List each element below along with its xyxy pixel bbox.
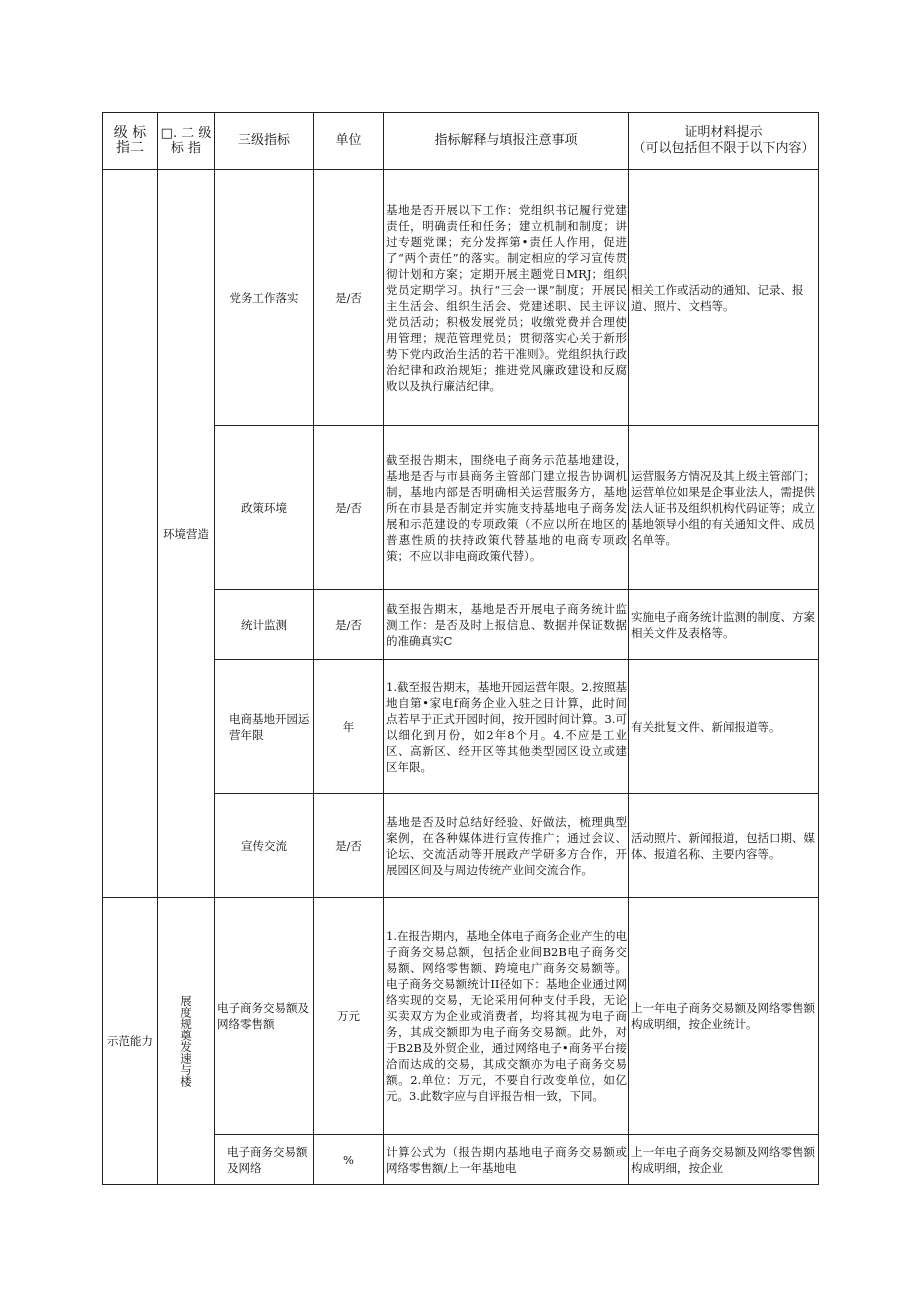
indicator-proof: 实施电子商务统计监测的制度、方案相关文件及表格等。	[629, 590, 819, 660]
group-scale-label: 展度规奠发速与楼	[179, 995, 193, 1087]
indicator-explain: 截至报告期末，基地是否开展电子商务统计监测工作：是否及时上报信息、数据并保证数据的准确真实C	[384, 590, 629, 660]
indicator-unit: %	[314, 1135, 384, 1185]
indicator-explain: 计算公式为（报告期内基地电子商务交易额或网络零售额/上一年基地电	[384, 1135, 629, 1185]
group-demo: 示范能力	[103, 898, 158, 1185]
indicator-name: 统计监测	[215, 590, 314, 660]
indicator-name: 政策环境	[215, 426, 314, 590]
indicator-proof: 有关批复文件、新闻报道等。	[629, 660, 819, 794]
header-level1: 级 标 指二	[103, 113, 158, 170]
indicator-unit: 是/否	[314, 794, 384, 898]
header-row	[103, 113, 819, 170]
header-proof: 证明材料提示 （可以包括但不限于以下内容）	[629, 113, 819, 170]
table-row	[103, 170, 819, 426]
header-unit: 单位	[314, 113, 384, 170]
indicator-explain: 截至报告期末，围绕电子商务示范基地建设，基地是否与市县商务主管部门建立报告协调机制，基地内部是否明确相关运营服务方，基地所在市县是否制定并实施支持基地电子商务发展和示范建设的专项政策（不应以所在地区的普惠性质的扶持政策代替基地的电商专项政策；不应以非电商政策代替）。	[384, 426, 629, 590]
indicator-unit: 年	[314, 660, 384, 794]
table-row	[103, 898, 819, 1135]
indicator-proof: 运营服务方情况及其上级主管部门；运营单位如果是企事业法人，需提供法人证书及组织机构代码证等；成立基地领导小组的有关通知文件、成员名单等。	[629, 426, 819, 590]
indicator-proof: 上一年电子商务交易额及网络零售额构成明细，按企业统计。	[629, 898, 819, 1135]
indicator-unit: 是/否	[314, 590, 384, 660]
indicator-explain: 1.在报告期内，基地全体电子商务企业产生的电子商务交易总额，包括企业间B2B电子商务交易额、网络零售额、跨境电广商务交易额等。电子商务交易额统计II径如下：基地企业通过网络实现的交易，无论采用何种支付手段，无论买卖双方为企业或消费者，均将其视为电子商务，其成交额即为电子商务交易额。此外，对于B2B及外贸企业，通过网络电子•商务平台接洽而达成的交易，其成交额亦为电子商务交易额。2.单位：万元，不要自行改变单位，如亿元。3.此数字应与自评报告相一致，下同。	[384, 898, 629, 1135]
group-scale	[158, 898, 215, 1185]
indicator-unit: 是/否	[314, 170, 384, 426]
indicator-name: 电商基地开园运营年限	[215, 660, 314, 794]
indicator-table	[102, 112, 819, 1185]
header-explain: 指标解释与填报注意事项	[384, 113, 629, 170]
group-level1-empty	[103, 170, 158, 898]
indicator-unit: 是/否	[314, 426, 384, 590]
indicator-proof: 上一年电子商务交易额及网络零售额构成明细，按企业	[629, 1135, 819, 1185]
indicator-name: 党务工作落实	[215, 170, 314, 426]
indicator-proof: 活动照片、新闻报道，包括口期、媒体、报道名称、主要内容等。	[629, 794, 819, 898]
indicator-explain: 基地是否开展以下工作：党组织书记履行党建责任，明确责任和任务；建立机制和制度；讲过专题党课；充分发挥第•责任人作用，促进了“两个责任”的落实。制定相应的学习宣传贯彻计划和方案；定期开展主题党日MRJ；组织党员定期学习。执行“三会一课”制度；开展民主生活会、组织生活会、党建述职、民主评议党员活动；积极发展党员；收缴党费并合理使用管理；规范管理党员；贯彻落实心关于新形势下党内政治生活的若干准则》。党组织执行政治纪律和政治规矩；推进党风廉政建设和反腐败以及执行廉洁纪律。	[384, 170, 629, 426]
group-env: 环境营造	[158, 170, 215, 898]
indicator-name: 电子商务交易额及网络	[215, 1135, 314, 1185]
indicator-name: 宣传交流	[215, 794, 314, 898]
indicator-name: 电子商务交易额及网络零售额	[215, 898, 314, 1135]
indicator-explain: 1.截至报告期末，基地开园运营年限。2.按照基地自第•家电f商务企业入驻之日计算，此时间点若早于正式开园时间，按开园时间计算。3.可以细化到月份，如2年8个月。4.不应是工业区、高新区、经开区等其他类型园区设立或建区年限。	[384, 660, 629, 794]
indicator-unit: 万元	[314, 898, 384, 1135]
indicator-explain: 基地是否及时总结好经验、好做法，梳理典型案例，在各种媒体进行宣传推广；通过会议、论坛、交流活动等开展政产学研多方合作，开展园区间及与周边传统产业间交流合作。	[384, 794, 629, 898]
header-level3: 三级指标	[215, 113, 314, 170]
indicator-proof: 相关工作或活动的通知、记录、报道、照片、文档等。	[629, 170, 819, 426]
header-level2: □. 二 级 标 指	[158, 113, 215, 170]
